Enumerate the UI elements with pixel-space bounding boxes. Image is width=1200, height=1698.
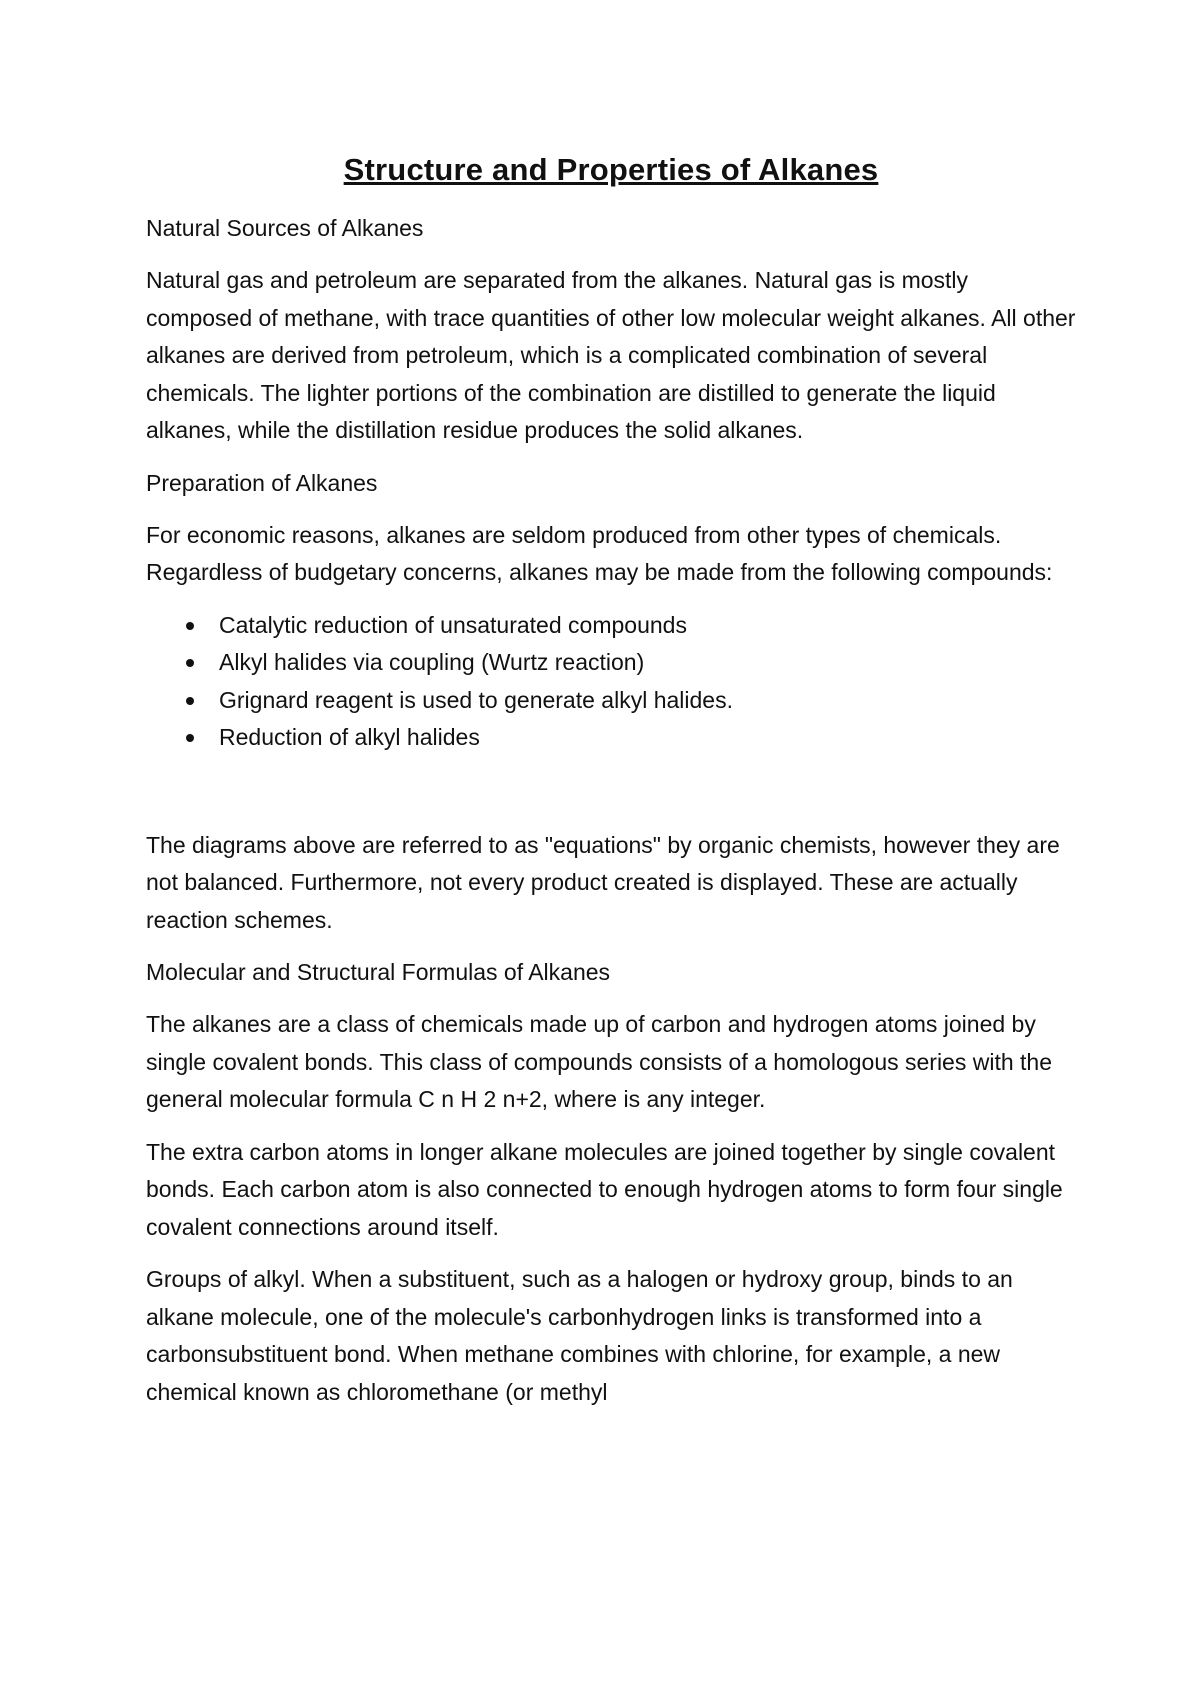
list-item bbox=[146, 644, 1076, 682]
list-item-text: Alkyl halides via coupling (Wurtz reaction) bbox=[219, 649, 645, 675]
section-heading-preparation: Preparation of Alkanes bbox=[146, 469, 378, 496]
list-item bbox=[146, 719, 1076, 757]
bullet-icon bbox=[186, 734, 194, 742]
list-item-text: Reduction of alkyl halides bbox=[219, 724, 480, 750]
paragraph-equations: The diagrams above are referred to as "equations" by organic chemists, however they are not balanced. Furthermore, not every product created is displayed. These are actually reaction schemes. bbox=[146, 831, 1060, 933]
document-content bbox=[146, 148, 1076, 1426]
section-heading-formulas: Molecular and Structural Formulas of Alkanes bbox=[146, 959, 611, 985]
list-item-text: Catalytic reduction of unsaturated compounds bbox=[219, 611, 687, 638]
list-item bbox=[146, 682, 1076, 720]
list-item bbox=[146, 607, 1076, 645]
paragraph-alkane-class: The alkanes are a class of chemicals made up of carbon and hydrogen atoms joined by single covalent bonds. This class of compounds consists of a homologous series with the general molecular formula C n H 2 n+2, where is any integer. bbox=[146, 1011, 1053, 1112]
paragraph-extra-carbon: The extra carbon atoms in longer alkane molecules are joined together by single covalent bonds. Each carbon atom is also connected to enough hydrogen atoms to form four single covalent connections around itself. bbox=[146, 1138, 1063, 1240]
paragraph-natural-sources: Natural gas and petroleum are separated from the alkanes. Natural gas is mostly composed of methane, with trace quantities of other low molecular weight alkanes. All other alkanes are derived from petroleum, which is a complicated combination of several chemicals. The lighter portions of the combination are distilled to generate the liquid alkanes, while the distillation residue produces the solid alkanes. bbox=[146, 267, 1076, 443]
paragraph-alkyl-groups: Groups of alkyl. When a substituent, such as a halogen or hydroxy group, binds to an alkane molecule, one of the molecule's carbonhydrogen links is transformed into a carbonsubstituent bond. When methane combines with chlorine, for example, a new chemical known as chloromethane (or methyl bbox=[146, 1266, 1013, 1405]
blank-space bbox=[146, 757, 1076, 827]
preparation-bullet-list bbox=[146, 607, 1076, 757]
paragraph-preparation: For economic reasons, alkanes are seldom produced from other types of chemicals. Regardless of budgetary concerns, alkanes may be made from the following compounds: bbox=[146, 521, 1053, 585]
list-item-text: Grignard reagent is used to generate alkyl halides. bbox=[219, 686, 733, 713]
bullet-icon bbox=[186, 697, 194, 705]
document-title: Structure and Properties of Alkanes bbox=[343, 152, 879, 187]
section-heading-natural-sources: Natural Sources of Alkanes bbox=[146, 215, 424, 241]
bullet-icon bbox=[186, 659, 194, 667]
bullet-icon bbox=[186, 622, 194, 630]
